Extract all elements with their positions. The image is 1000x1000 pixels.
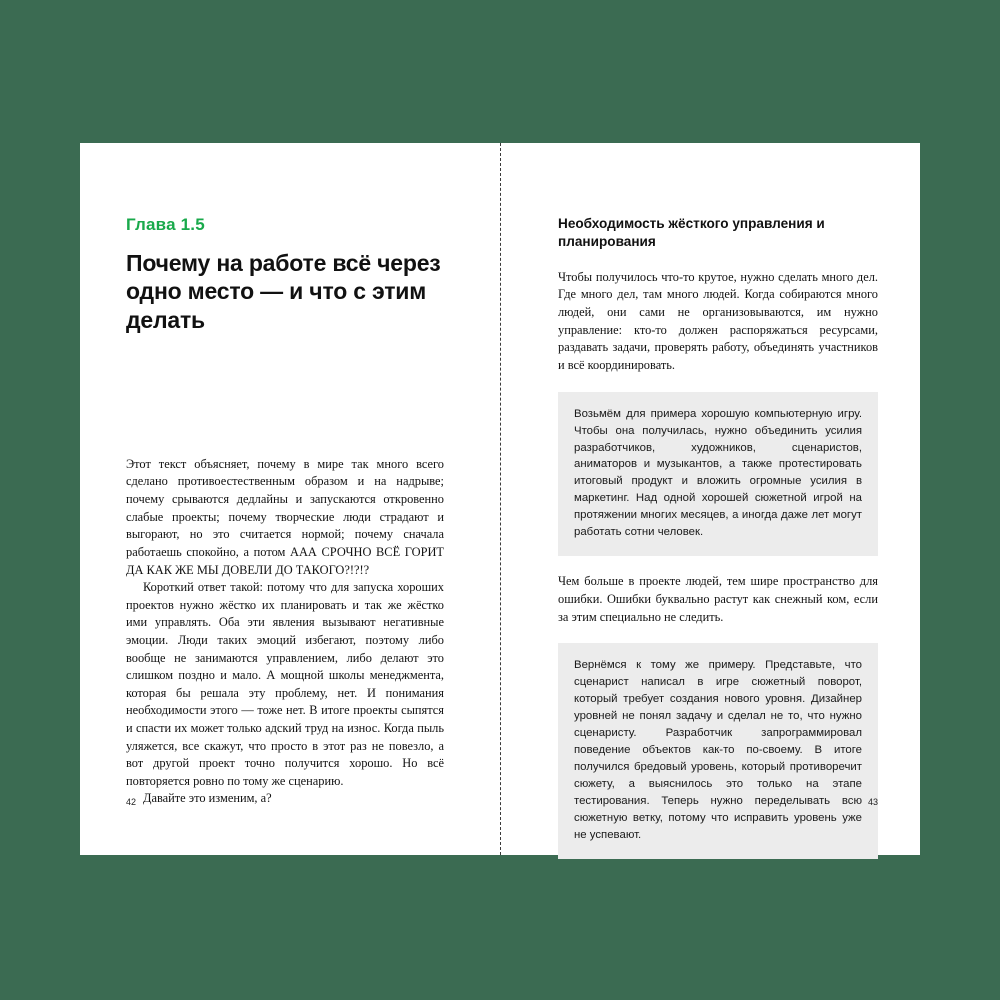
paragraph: Этот текст объясняет, почему в мире так много всего сделано противоестественным образом и на надрыве; почему срываются дедлайны и запускаются откровенно слабые проекты; почему творческие люди страдают и выгорают, но это считается нормой; почему сначала работаешь спокойно, а потом ААА СРОЧНО ВСЁ ГОРИТ ДА КАК ЖЕ МЫ ДОВЕЛИ ДО ТАКОГО?!?!?	[126, 456, 444, 577]
right-page	[500, 143, 920, 855]
paragraph: Чтобы получилось что-то крутое, нужно сделать много дел. Где много дел, там много людей. Когда собираются много людей, они сами не организовываются, им нужно управление: кто-то должен распоряжаться ресурсами, раздавать задачи, проверять работу, объединять участников и всё координировать.	[558, 269, 878, 372]
paragraph: Давайте это изменим, а?	[143, 791, 272, 806]
callout-text: Возьмём для примера хорошую компьютерную игру. Чтобы она получилась, нужно объединить усилия разработчиков, художников, сценаристов, аниматоров и музыкантов, а также протестировать итоговый продукт и вложить огромные усилия в маркетинг. Над одной хорошей сюжетной игрой на протяжении многих месяцев, а иногда даже лет могут работать сотни человек.	[574, 407, 862, 539]
callout-text: Вернёмся к тому же примеру. Представьте, что сценарист написал в игре сюжетный поворот, который требует создания нового уровня. Дизайнер уровней не понял задачу и сделал не то, что нужно сценаристу. Разработчик запрограммировал поведение объектов как-то по-своему. В итоге получился бредовый уровень, который противоречит сюжету, а выяснилось это только на этапе тестирования. Теперь нужно переделывать всю сюжетную ветку, потому что исправить уровень уже не успевают.	[574, 659, 862, 842]
left-page	[80, 143, 500, 855]
chapter-title: Почему на работе всё через одно место — и что с этим делать	[126, 250, 441, 333]
paragraph: Чем больше в проекте людей, тем шире пространство для ошибки. Ошибки буквально растут как снежный ком, если за этим специально не следить.	[558, 574, 878, 624]
book-spread	[80, 143, 920, 855]
callout-box-2	[558, 643, 878, 859]
page-number-left: 42	[126, 797, 137, 807]
left-body-text	[126, 456, 444, 808]
callout-box-1	[558, 392, 878, 557]
page-number-right: 43	[867, 797, 878, 807]
section-title: Необходимость жёсткого управления и планирования	[558, 216, 825, 249]
right-body-text	[558, 269, 878, 859]
chapter-label: Глава 1.5	[126, 215, 205, 234]
paragraph: Короткий ответ такой: потому что для запуска хороших проектов нужно жёстко их планировать и так же жёстко ими управлять. Оба эти явления вызывают негативные эмоции. Люди таких эмоций избегают, поэтому либо вообще не занимаются управлением, либо делают это слишком поздно и мало. А мощной школы менеджмента, которая бы решала эту проблему, нет. И понимания необходимости этого — тоже нет. В итоге проекты сыпятся и спасти их может только адский труд на износ. Когда пыль уляжется, все скажут, что просто в этот раз не повезло, а вот другой проект точно получится хорошо. Но всё повторяется ровно по тому же сценарию.	[126, 580, 444, 788]
